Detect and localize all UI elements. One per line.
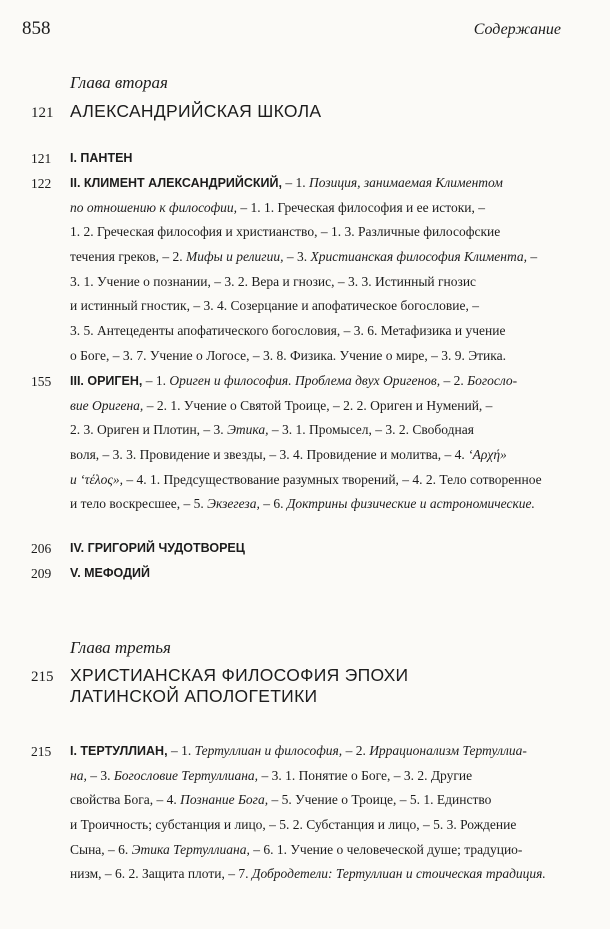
toc-line (70, 561, 560, 586)
toc-line (70, 369, 560, 394)
entry-origen-page: 155 (31, 374, 52, 389)
toc-text: 3. 1. Учение о познании, – 3. 2. Вера и гнозис, – 3. 3. Истинный гнозис (70, 273, 477, 289)
italic-topic: Богословие Тертуллиана, (113, 767, 259, 783)
toc-line (70, 171, 560, 196)
toc-text: и тело воскресшее, – 5. (70, 496, 208, 512)
italic-topic: Добродетели: Тертуллиан и стоическая традиция. (251, 866, 546, 882)
chapter-2-label: Глава вторая (70, 73, 168, 92)
toc-text: – 6. (259, 496, 287, 512)
italic-topic: Позиция, занимаемая Климентом (309, 175, 503, 190)
entry-clement (70, 171, 560, 369)
chapter-2-title-line: АЛЕКСАНДРИЙСКАЯ ШКОЛА (70, 101, 322, 121)
toc-line (70, 220, 560, 245)
toc-text: – 3. 1. Промысел, – 3. 2. Свободная (268, 422, 474, 438)
chapter-3-title (70, 665, 408, 707)
italic-topic: и ‘τέλος», (70, 471, 123, 487)
toc-line (70, 788, 560, 813)
toc-text: – 2. 1. Учение о Святой Троице, – 2. 2. Ориген и Нумений, – (143, 397, 493, 413)
italic-topic: Этика, (227, 422, 269, 438)
chapter-3-title-line: ХРИСТИАНСКАЯ ФИЛОСОФИЯ ЭПОХИ (70, 665, 409, 685)
chapter-2-page: 121 (31, 105, 54, 121)
italic-topic: Тертуллиан и философия, (194, 743, 343, 758)
toc-line (70, 394, 560, 419)
italic-topic: ‘Αρχή» (468, 447, 507, 463)
italic-topic: Богосло- (467, 373, 518, 388)
toc-text: и истинный гностик, – 3. 4. Созерцание и апофатическое богословие, – (70, 298, 479, 314)
entry-pantaenus (70, 146, 560, 171)
entry-gregory (70, 536, 560, 561)
toc-text: воля, – 3. 3. Провидение и звезды, – 3. 4. Провидение и молитва, – 4. (70, 447, 469, 463)
chapter-3-page: 215 (31, 669, 54, 685)
italic-topic: Ориген и философия. Проблема двух Оригенов, (169, 373, 441, 388)
italic-topic: Познание Бога, (180, 792, 269, 808)
toc-line (70, 270, 560, 295)
entry-gregory-page: 206 (31, 541, 52, 556)
section-heading: IV. ГРИГОРИЙ ЧУДОТВОРЕЦ (70, 541, 245, 555)
entry-methodius-page: 209 (31, 566, 52, 581)
entry-origen (70, 369, 560, 517)
toc-text: 1. 2. Греческая философия и христианство, – 1. 3. Различные философские (70, 224, 501, 240)
toc-line (70, 196, 560, 221)
entry-clement-page: 122 (31, 176, 52, 191)
italic-topic: вие Оригена, (70, 397, 144, 413)
chapter-2-title (70, 101, 321, 122)
italic-topic: Доктрины физические и астрономические. (286, 496, 535, 512)
toc-text: 2. 3. Ориген и Плотин, – 3. (70, 422, 228, 438)
toc-text: течения греков, – 2. (70, 249, 187, 265)
toc-line (70, 492, 560, 517)
toc-line (70, 319, 560, 344)
section-heading: III. ОРИГЕН, (70, 374, 143, 388)
toc-line (70, 739, 560, 764)
toc-text: – 1. (142, 373, 170, 388)
running-head: Содержание (473, 21, 561, 38)
toc-line (70, 146, 560, 171)
chapter-3-label: Глава третья (70, 638, 171, 657)
italic-topic: по отношению к философии, (70, 199, 238, 215)
toc-text: – 3. (283, 249, 311, 265)
section-heading: I. ПАНТЕН (70, 151, 133, 165)
page-number: 858 (22, 18, 51, 39)
toc-text: Сына, – 6. (70, 841, 132, 857)
toc-line (70, 294, 560, 319)
toc-text: и Троичность; субстанция и лицо, – 5. 2. Субстанция и лицо, – 5. 3. Рождение (70, 817, 517, 833)
entry-tertullian-page: 215 (31, 744, 52, 759)
toc-line (70, 536, 560, 561)
toc-text: 3. 5. Антецеденты апофатического богословия, – 3. 6. Метафизика и учение (70, 323, 506, 339)
toc-line (70, 443, 560, 468)
toc-line (70, 245, 560, 270)
entry-pantaenus-page: 121 (31, 151, 52, 166)
toc-line (70, 344, 560, 369)
toc-line (70, 418, 560, 443)
toc-line (70, 468, 560, 493)
toc-line (70, 838, 560, 863)
italic-topic: Мифы и религии, (186, 249, 284, 265)
entry-methodius (70, 561, 560, 586)
toc-text: – 2. (342, 743, 370, 758)
italic-topic: Иррационализм Тертуллиа- (369, 743, 527, 758)
section-heading: II. КЛИМЕНТ АЛЕКСАНДРИЙСКИЙ, (70, 176, 282, 190)
toc-text: – 5. Учение о Троице, – 5. 1. Единство (268, 792, 492, 808)
toc-text: низм, – 6. 2. Защита плоти, – 7. (70, 866, 252, 882)
italic-topic: Этика Тертуллиана, (131, 841, 250, 857)
toc-text: свойства Бога, – 4. (70, 792, 181, 808)
section-heading: I. ТЕРТУЛЛИАН, (70, 744, 168, 758)
entry-tertullian (70, 739, 560, 887)
italic-topic: Христианская философия Климента, (310, 249, 527, 265)
toc-text: – (526, 249, 538, 265)
toc-line (70, 862, 560, 887)
chapter-3-title-line: ЛАТИНСКОЙ АПОЛОГЕТИКИ (70, 686, 318, 706)
section-heading: V. МЕФОДИЙ (70, 566, 150, 580)
toc-text: – 1. (167, 743, 195, 758)
italic-topic: на, (70, 767, 87, 783)
toc-text: – 1. (282, 175, 309, 190)
toc-text: – 6. 1. Учение о человеческой душе; традуцио- (249, 841, 523, 857)
toc-text: – 1. 1. Греческая философия и ее истоки, – (237, 199, 485, 215)
toc-text: – 2. (440, 373, 468, 388)
toc-text: – 3. (86, 767, 114, 783)
toc-text: о Боге, – 3. 7. Учение о Логосе, – 3. 8. Физика. Учение о мире, – 3. 9. Этика. (70, 347, 506, 363)
toc-line (70, 764, 560, 789)
toc-line (70, 813, 560, 838)
toc-text: – 4. 1. Предсуществование разумных творений, – 4. 2. Тело сотворенное (122, 471, 542, 487)
italic-topic: Экзегеза, (207, 496, 260, 512)
toc-text: – 3. 1. Понятие о Боге, – 3. 2. Другие (258, 767, 473, 783)
